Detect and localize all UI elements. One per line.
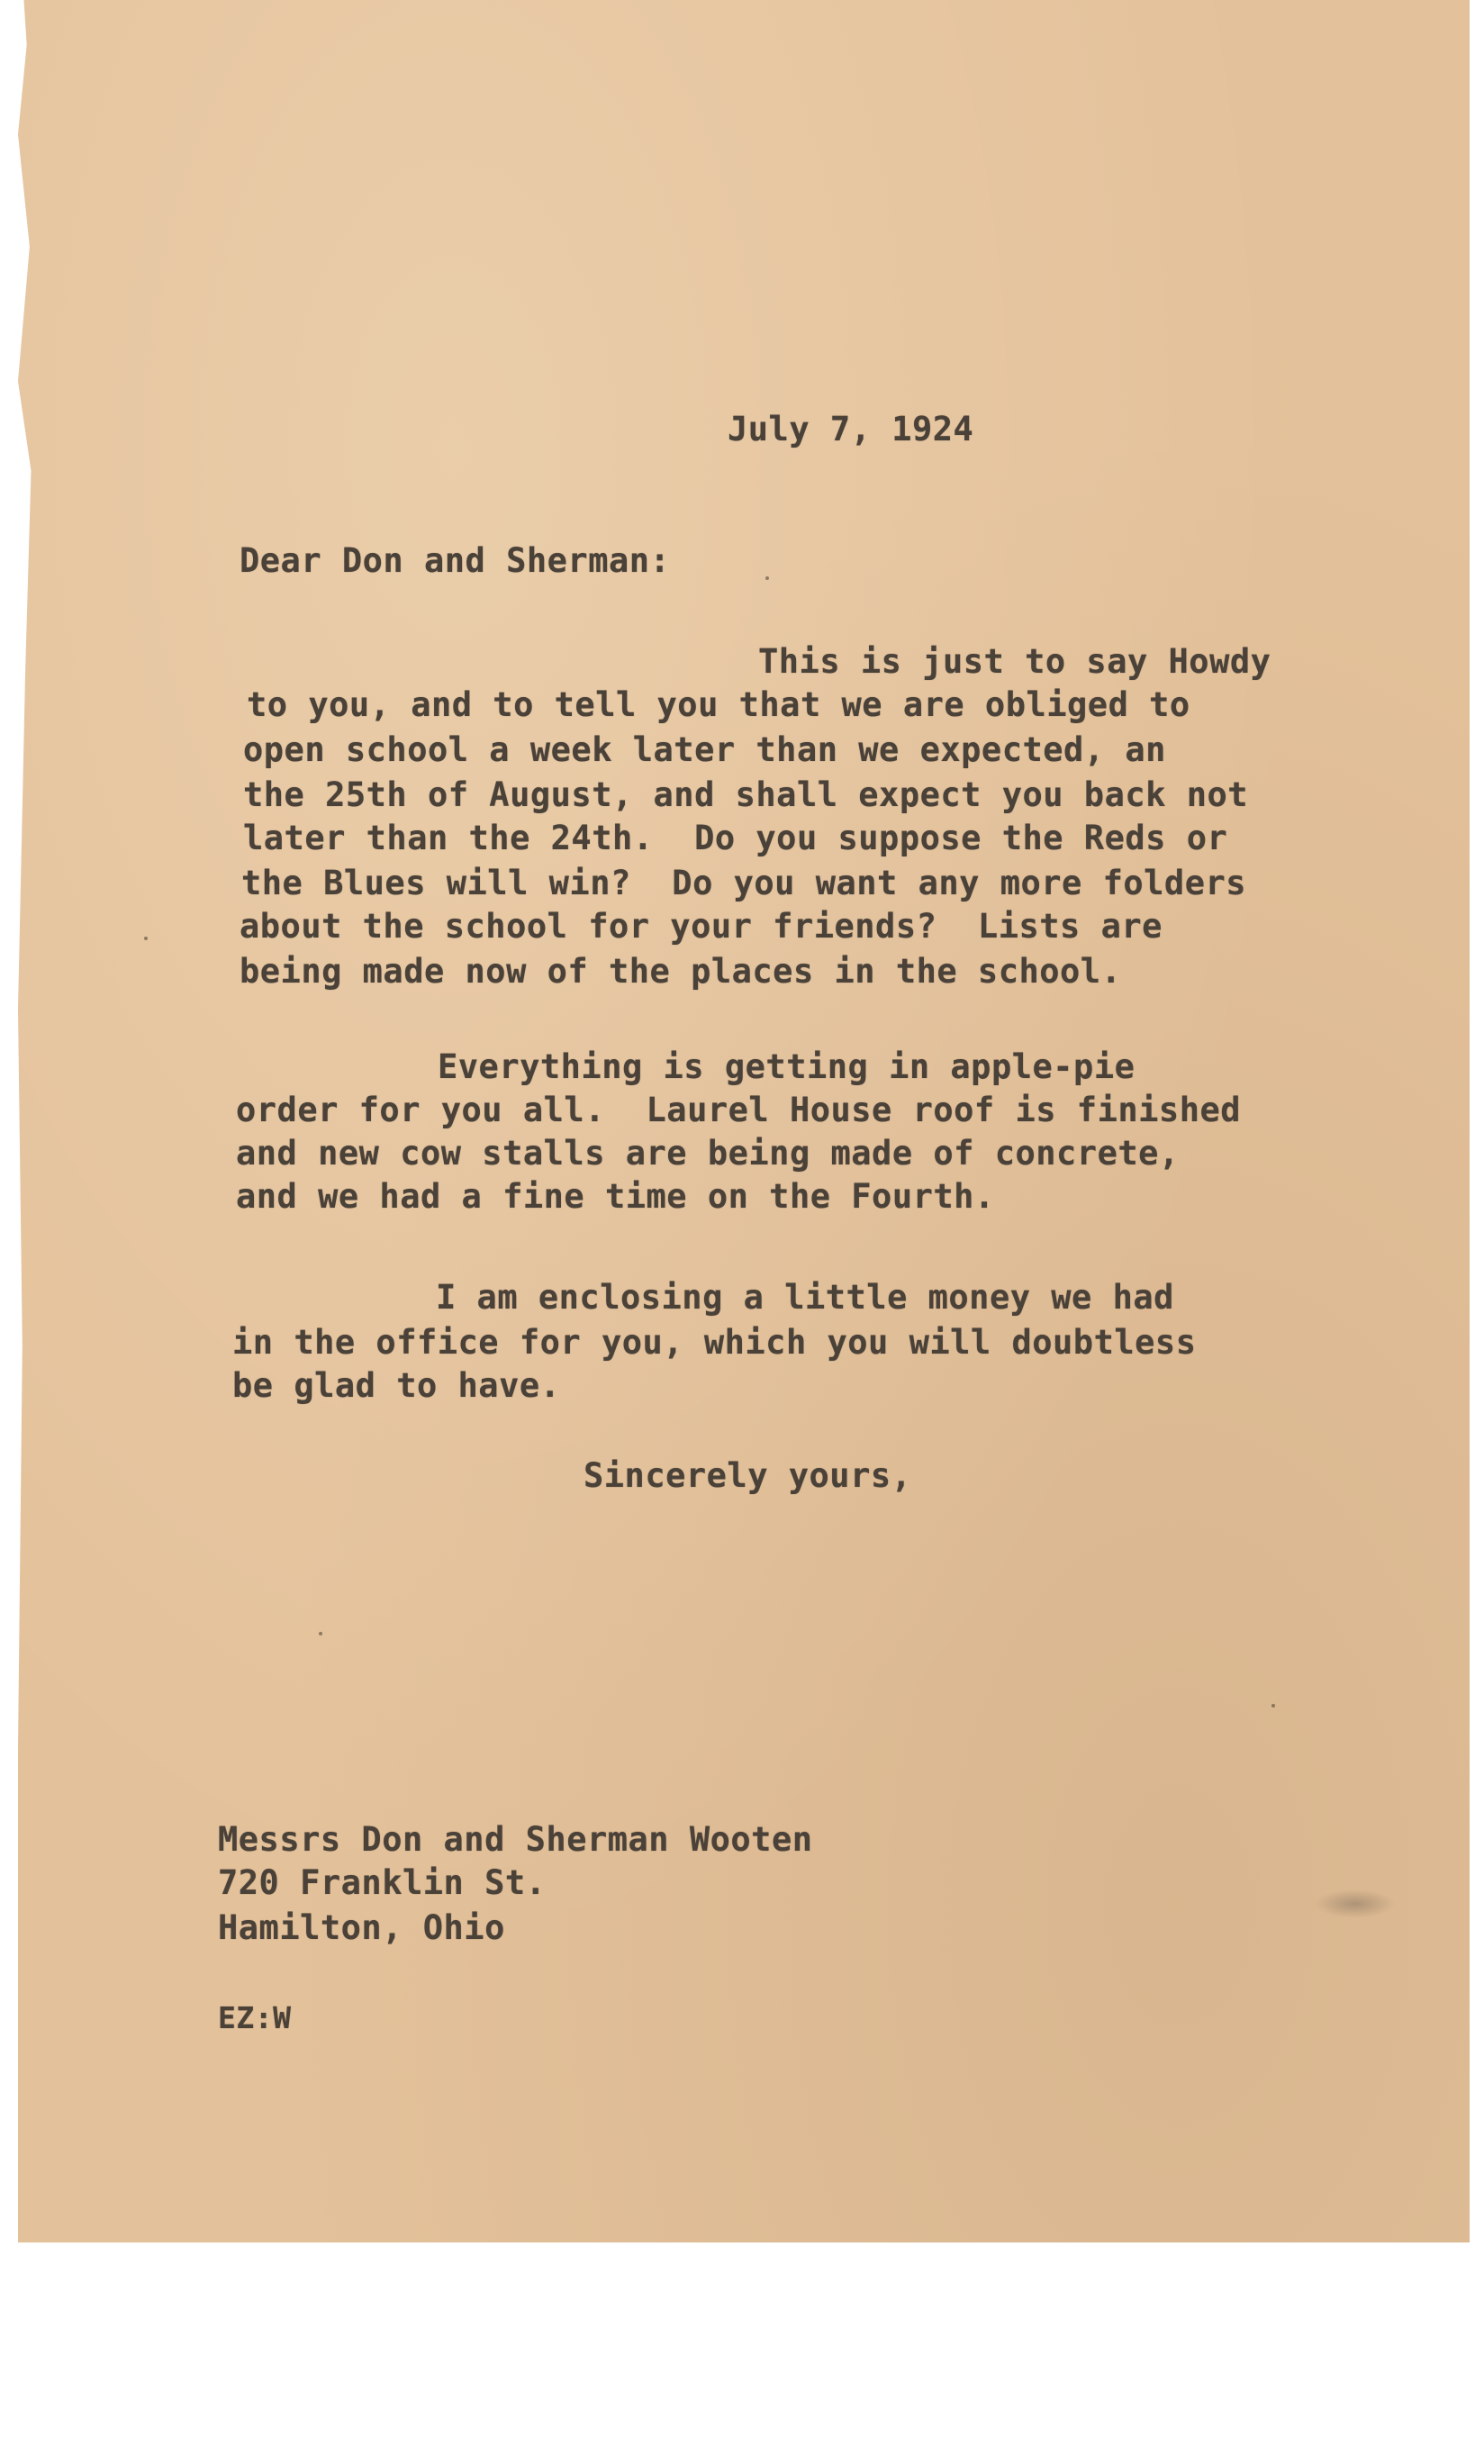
paragraph-line: be glad to have. [232,1366,561,1405]
paragraph-line: the 25th of August, and shall expect you back not [243,775,1249,814]
paragraph-line: I am enclosing a little money we had [436,1278,1174,1317]
typist-initials: EZ:W [218,2000,292,2035]
paragraph-line: This is just to say Howdy [758,642,1271,681]
paragraph-line: order for you all. Laurel House roof is finished [236,1091,1242,1129]
paper-speck [765,576,769,580]
paragraph-line: about the school for your friends? Lists are [240,907,1163,946]
paragraph-line: to you, and to tell you that we are obliged to [247,685,1190,724]
letter-date: July 7, 1924 [728,410,974,448]
paper-speck [1271,1704,1275,1708]
ink-smudge [1315,1889,1396,1918]
salutation: Dear Don and Sherman: [240,541,671,580]
paragraph-line: Everything is getting in apple-pie [438,1047,1136,1086]
paragraph-line: open school a week later than we expected, an [243,730,1166,769]
paragraph-line: later than the 24th. Do you suppose the Reds or [243,819,1228,857]
paragraph-line: and new cow stalls are being made of concrete, [236,1134,1180,1173]
address-line: Messrs Don and Sherman Wooten [218,1820,813,1859]
paper-speck [144,937,148,940]
paragraph-line: being made now of the places in the school. [240,952,1122,991]
paper-speck [319,1632,322,1635]
address-line: 720 Franklin St. [218,1863,547,1902]
address-line: Hamilton, Ohio [218,1908,505,1947]
paragraph-line: the Blues will win? Do you want any more folders [241,864,1247,902]
closing: Sincerely yours, [584,1456,912,1495]
paragraph-line: in the office for you, which you will doubtless [232,1323,1197,1362]
paragraph-line: and we had a fine time on the Fourth. [236,1177,995,1216]
